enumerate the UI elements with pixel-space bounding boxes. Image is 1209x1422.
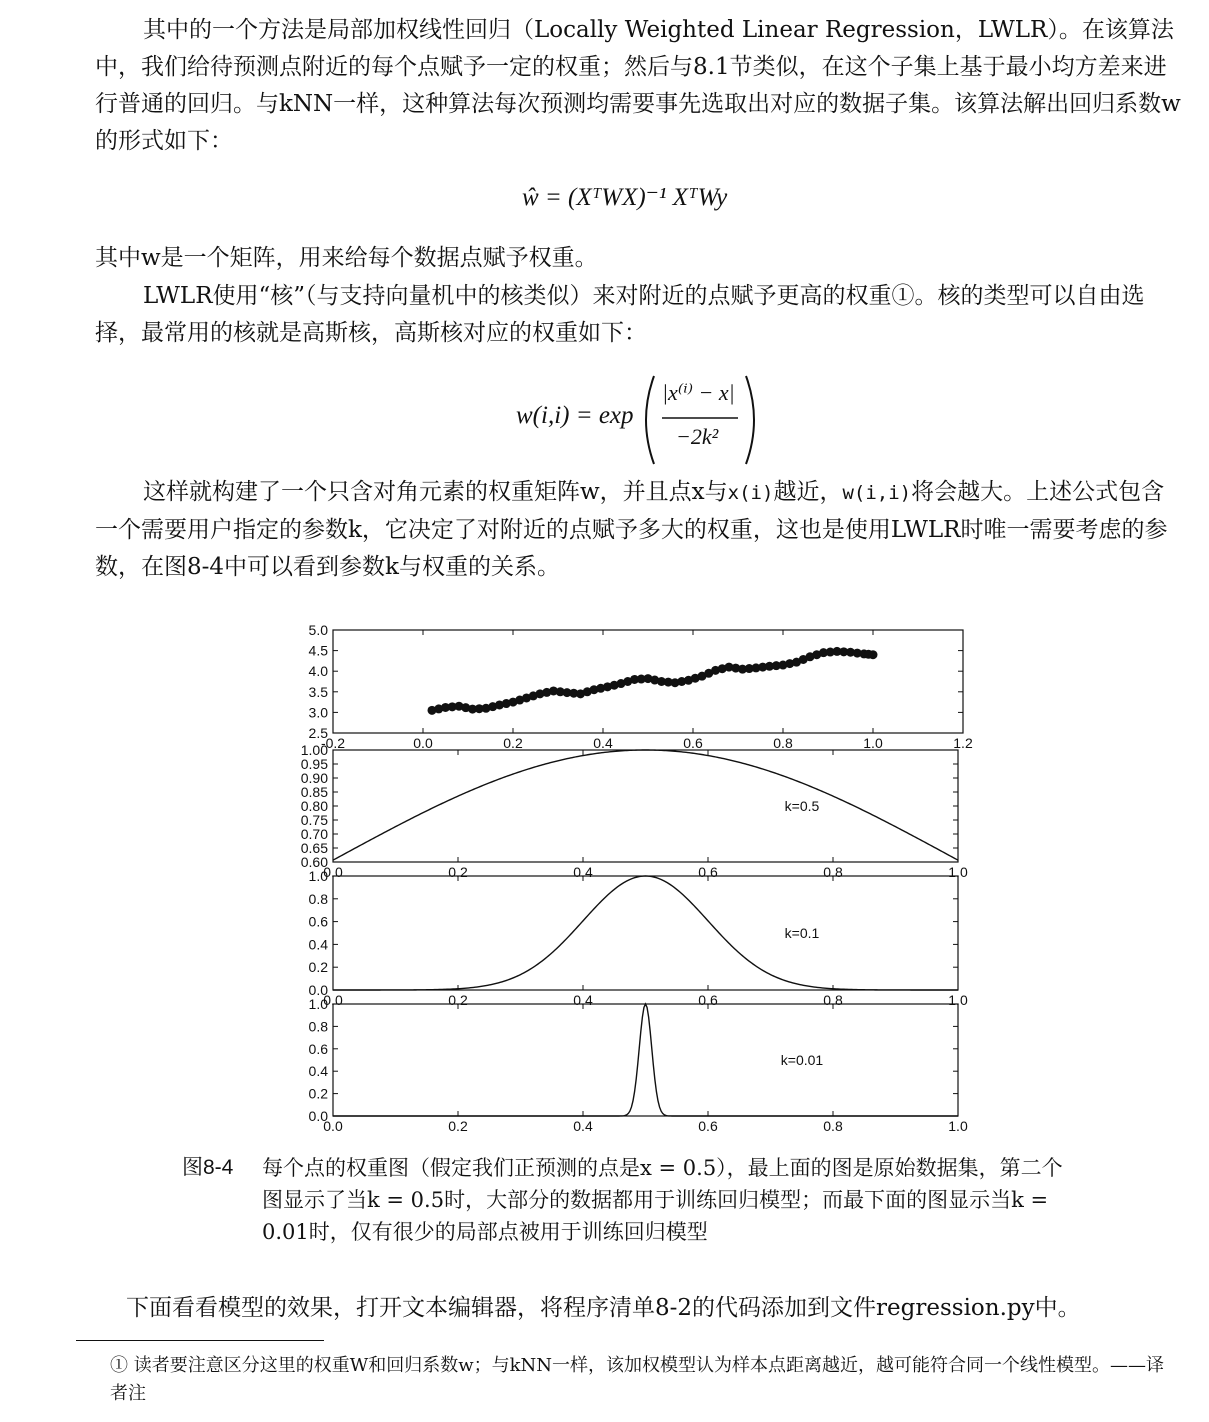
- x-tick-label: 1.0: [863, 735, 883, 751]
- y-tick-label: 0.6: [308, 1040, 328, 1057]
- x-tick-label: 0.8: [773, 735, 793, 751]
- y-tick-label: 0.4: [308, 1063, 328, 1080]
- x-tick-label: 0.2: [448, 864, 468, 880]
- x-tick-label: 0.2: [448, 992, 468, 1008]
- text-segment: 这样就构建了一个只含对角元素的权重矩阵w，并且点x与: [143, 479, 728, 505]
- x-tick-label: 1.0: [948, 864, 968, 880]
- text-segment: 将会越大。上述公式包含一个需要用户指定的参数k，它决定了对附近的点赋予多大的权重，这也是使用LWLR时唯一需要考虑的参数，在图8-4中可以看到参数k与权重的关系。: [95, 479, 1168, 580]
- y-tick-label: 2.5: [308, 725, 328, 741]
- x-tick-label: 0.0: [323, 864, 343, 880]
- x-tick-label: 0.6: [698, 1118, 718, 1134]
- y-tick-label: 0.90: [300, 770, 328, 786]
- paragraph-next: 下面看看模型的效果，打开文本编辑器，将程序清单8-2的代码添加到文件regression.py中。: [126, 1295, 1081, 1321]
- footnote-rule: [76, 1340, 324, 1341]
- y-tick-label: 0.8: [308, 890, 328, 907]
- y-tick-label: 4.0: [308, 663, 328, 680]
- k-annotation: k=0.01: [780, 1052, 824, 1068]
- x-tick-label: 0.6: [698, 864, 718, 880]
- y-tick-label: 0.8: [308, 1018, 328, 1035]
- text-segment: 越近，: [773, 479, 843, 505]
- figure-caption: [182, 1152, 1082, 1248]
- x-tick-label: 0.0: [323, 1118, 343, 1134]
- x-tick-label: 0.4: [573, 1118, 593, 1134]
- equation-numerator: |x⁽ⁱ⁾ − x|: [662, 380, 735, 405]
- y-tick-label: 1.0: [308, 996, 328, 1012]
- plot-frame-4: [333, 1004, 958, 1116]
- equation-denominator: −2k²: [676, 424, 719, 449]
- y-tick-label: 0.60: [300, 854, 328, 870]
- x-tick-label: 0.2: [448, 1118, 468, 1134]
- x-tick-label: 0.8: [823, 992, 843, 1008]
- paragraph-weight-matrix: [95, 474, 1185, 586]
- x-tick-label: 0.4: [593, 735, 613, 751]
- y-tick-label: 0.0: [308, 1108, 328, 1124]
- paragraph-w-matrix: 其中w是一个矩阵，用来给每个数据点赋予权重。: [95, 245, 598, 271]
- left-paren: [646, 376, 654, 464]
- code-x-i: x(i): [727, 482, 774, 504]
- x-tick-label: 0.4: [573, 992, 593, 1008]
- weight-curve: [333, 750, 958, 860]
- x-tick-label: 0.8: [823, 1118, 843, 1134]
- y-tick-label: 0.80: [300, 798, 328, 814]
- y-tick-label: 0.0: [308, 982, 328, 998]
- equation-left: w(i,i) = exp: [516, 402, 634, 429]
- x-tick-label: 0.0: [323, 992, 343, 1008]
- y-tick-label: 4.5: [308, 642, 328, 659]
- k-annotation: k=0.1: [784, 925, 820, 941]
- y-tick-label: 0.2: [308, 959, 328, 976]
- equation-w-hat: ŵ = (XᵀWX)⁻¹ XᵀWy: [522, 184, 728, 211]
- y-tick-label: 0.85: [300, 784, 328, 800]
- figure-caption-text: 每个点的权重图（假定我们正预测的点是x = 0.5），最上面的图是原始数据集，第二个图显示了当k = 0.5时，大部分的数据都用于训练回归模型；而最下面的图显示当k = 0.01时，仅有很少的局部点被用于训练回归模型: [262, 1156, 1063, 1244]
- weight-curve: [333, 876, 958, 990]
- y-tick-label: 0.70: [300, 826, 328, 842]
- figure-8-4: [0, 600, 1209, 1150]
- y-tick-label: 0.65: [300, 840, 328, 856]
- y-tick-label: 5.0: [308, 622, 328, 638]
- y-tick-label: 0.2: [308, 1085, 328, 1102]
- right-paren: [746, 376, 754, 464]
- k-annotation: k=0.5: [784, 798, 820, 814]
- y-tick-label: 1.0: [308, 868, 328, 884]
- figure-label: 图8-4: [182, 1156, 234, 1179]
- y-tick-label: 0.95: [300, 756, 328, 772]
- weight-curve: [333, 1004, 958, 1116]
- x-tick-label: 1.0: [948, 992, 968, 1008]
- plot-frame-3: [333, 876, 958, 990]
- y-tick-label: 0.75: [300, 812, 328, 828]
- y-tick-label: 0.4: [308, 936, 328, 953]
- x-tick-label: 0.8: [823, 864, 843, 880]
- paragraph-intro: 其中的一个方法是局部加权线性回归（Locally Weighted Linear Regression，LWLR）。在该算法中，我们给待预测点附近的每个点赋予一定的权重；然后与8.1节类似，在这个子集上基于最小均方差来进行普通的回归。与kNN一样，这种算法每次预测均需要事先选取出对应的数据子集。该算法解出回归系数w的形式如下：: [95, 17, 1181, 154]
- paragraph-kernel: LWLR使用“核”（与支持向量机中的核类似）来对附近的点赋予更高的权重①。核的类型可以自由选择，最常用的核就是高斯核，高斯核对应的权重如下：: [95, 283, 1145, 346]
- y-tick-label: 1.00: [300, 742, 328, 758]
- x-tick-label: 0.0: [413, 735, 433, 751]
- x-tick-label: 1.0: [948, 1118, 968, 1134]
- code-w-i-i: w(i,i): [842, 482, 912, 504]
- x-tick-label: -0.2: [320, 735, 346, 751]
- data-point: [869, 650, 878, 659]
- x-tick-label: 0.4: [573, 864, 593, 880]
- y-tick-label: 3.5: [308, 683, 328, 700]
- x-tick-label: 1.2: [953, 735, 973, 751]
- y-tick-label: 0.6: [308, 913, 328, 930]
- footnote: ① 读者要注意区分这里的权重W和回归系数w；与kNN一样，该加权模型认为样本点距离越近，越可能符合同一个线性模型。——译者注: [110, 1355, 1165, 1404]
- y-tick-label: 3.0: [308, 704, 328, 721]
- x-tick-label: 0.2: [503, 735, 523, 751]
- x-tick-label: 0.6: [683, 735, 703, 751]
- plot-frame-2: [333, 750, 958, 862]
- x-tick-label: 0.6: [698, 992, 718, 1008]
